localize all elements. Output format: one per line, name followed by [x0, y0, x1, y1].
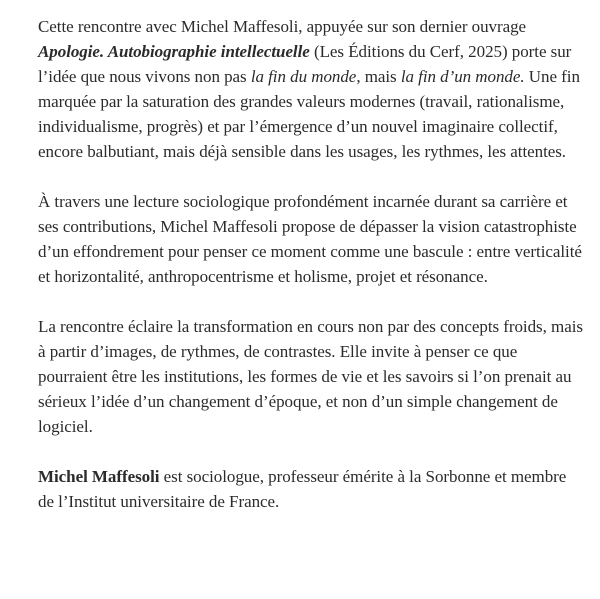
- intro-text-2: (Les Éditions du Cerf, 2025) porte sur l’idée que nous vivons non pas: [38, 42, 572, 86]
- book-title: Apologie. Autobiographie intellectuelle: [38, 42, 310, 61]
- article-body: [38, 14, 584, 514]
- author-name: Michel Maffesoli: [38, 467, 160, 486]
- paragraph-author-bio: [38, 464, 584, 514]
- paragraph-intro: [38, 14, 584, 164]
- paragraph-reading: À travers une lecture sociologique profondément incarnée durant sa carrière et ses contributions, Michel Maffesoli propose de dépasser la vision catastrophiste d’un effondrement pour penser ce moment comme une bascule : entre verticalité et horizontalité, anthropocentrisme et holisme, projet et résonance.: [38, 192, 582, 286]
- paragraph-transformation: La rencontre éclaire la transformation en cours non par des concepts froids, mais à partir d’images, de rythmes, de contrastes. Elle invite à penser ce que pourraient être les institutions, les formes de vie et les savoirs si l’on prenait au sérieux l’idée d’un changement d’époque, et non d’un simple changement de logiciel.: [38, 317, 583, 436]
- author-bio-text: est sociologue, professeur émérite à la Sorbonne et membre de l’Institut universitaire de France.: [38, 467, 567, 511]
- intro-text-1: Cette rencontre avec Michel Maffesoli, appuyée sur son dernier ouvrage: [38, 17, 527, 36]
- intro-text-3: , mais: [356, 67, 401, 86]
- intro-text-4: Une fin marquée par la saturation des grandes valeurs modernes (travail, rationalisme, individualisme, progrès) et par l’émergence d’un nouvel imaginaire collectif, encore balbutiant, mais déjà sensible dans les usages, les rythmes, les attentes.: [38, 67, 580, 161]
- emphasis-fin-du-monde: la fin du monde: [250, 67, 357, 86]
- emphasis-fin-d-un-monde: la fin d’un monde.: [400, 67, 525, 86]
